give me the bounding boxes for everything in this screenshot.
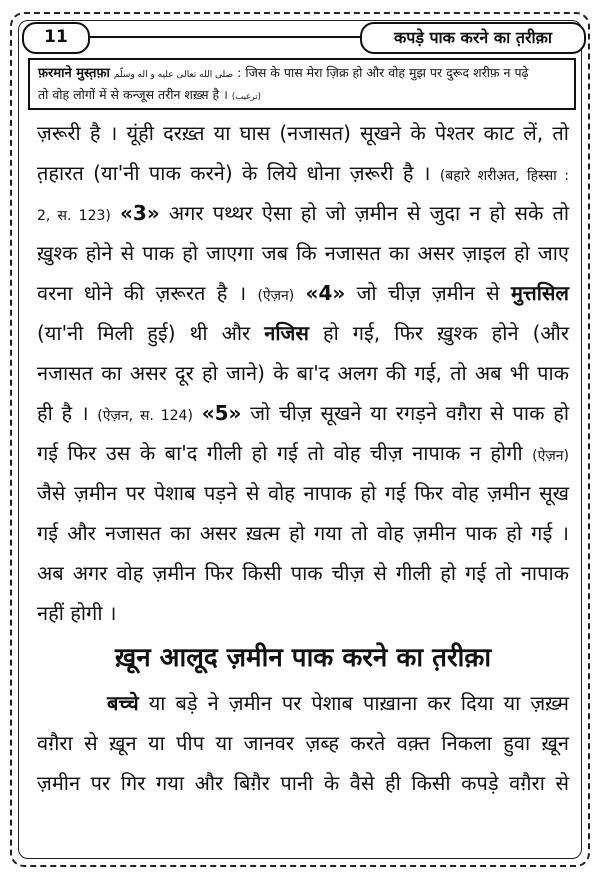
text-line: वग़ैरा से ख़ून या पीप या जानवर ज़ब्ह करते वक़्त निकला हुवा ख़ून <box>37 731 569 755</box>
hadees-text-2: तो वोह लोगों में से कन्जूस तरीन शख़्स है । <box>38 87 228 102</box>
text-line: नजासत का असर दूर हो जाने) के बा'द अलग की गई, तो अब भी पाक <box>37 361 569 385</box>
bold-term: मुत्तसिल <box>510 281 569 305</box>
text-line <box>37 393 569 433</box>
text-line: अब अगर वोह ज़मीन फिर किसी पाक चीज़ से गीली हो गई तो नापाक <box>37 561 569 585</box>
text-line <box>37 193 569 233</box>
text-line: ज़रूरी है । यूंही दरख़्त या घास (नजासत) सूखने के पेश्तर काट लें, तो <box>37 121 569 145</box>
rule-number: «5» <box>201 401 242 425</box>
page-body <box>37 113 569 803</box>
text-run: ही है । <box>37 401 89 425</box>
section-heading: ख़ून आलूद ज़मीन पाक करने का त़रीक़ा <box>114 643 492 673</box>
text-line <box>37 433 569 473</box>
bold-term: नजिस <box>264 321 309 345</box>
bold-term: बच्चे <box>107 691 139 715</box>
salawat-text: صلى الله تعالى عليه و اله وسلّم <box>113 70 234 80</box>
hadees-box <box>28 58 576 110</box>
reference-text: (ऐज़न) <box>532 448 569 464</box>
text-run: अगर पथ्थर ऐसा हो जो ज़मीन से जुदा न हो सके तो <box>168 201 570 225</box>
rule-number: «3» <box>120 201 160 225</box>
text-run: त़हारत (या'नी पाक करने) के लिये धोना ज़रूरी है । <box>37 161 431 185</box>
running-title: कपड़े पाक करने का त़रीक़ा <box>360 22 586 54</box>
text-run: जो चीज़ ज़मीन से <box>356 281 500 305</box>
hadees-reference: (ترغیب) <box>231 92 261 102</box>
reference-text: 2, स. 123) <box>37 208 111 224</box>
text-run: गई फिर उस के बा'द गीली हो गई तो वोह चीज़ नापाक न होगी <box>37 441 523 465</box>
hadees-line-2 <box>38 85 566 107</box>
text-line <box>37 683 569 723</box>
hadees-lead: फ़रमाने मुस्त़फ़ा <box>38 66 110 81</box>
text-line <box>37 273 569 313</box>
reference-text: (ऐज़न) <box>257 288 295 304</box>
reference-text: (बहारे शरीअ़त, हिस्सा : <box>439 168 569 184</box>
page-number: 11 <box>22 22 90 54</box>
text-run: वरना धोने की ज़रूरत है । <box>37 281 247 305</box>
hadees-line-1 <box>38 63 566 85</box>
text-run: जो चीज़ सूखने या रगड़ने वग़ैरा से पाक हो <box>250 401 570 425</box>
text-line: ज़मीन पर गिर गया और बिग़ैर पानी के वैसे ही किसी कपड़े वग़ैरा से <box>37 771 569 795</box>
text-line: जैसे ज़मीन पर पेशाब पड़ने से वोह नापाक हो गई फिर वोह ज़मीन सूख <box>37 481 569 505</box>
text-line: ख़ुश्क होने से पाक हो जाएगा जब कि नजासत का असर ज़ाइल हो जाए <box>37 241 569 265</box>
text-run: हो गई, फिर ख़ुश्क होने (और <box>322 321 570 345</box>
text-line <box>37 313 569 353</box>
header-rule <box>88 36 381 38</box>
text-run: या बड़े ने ज़मीन पर पेशाब पाख़ाना कर दिया या ज़ख़्म <box>148 691 570 715</box>
text-line: गई और नजासत का असर ख़त्म हो गया तो वोह ज़मीन पाक हो गई । <box>37 521 569 545</box>
reference-text: (ऐज़न, स. 124) <box>97 408 193 424</box>
text-line <box>37 153 569 193</box>
text-line: नहीं होगी । <box>37 601 117 625</box>
hadees-text-1: : जिस के पास मेरा ज़िक्र हो और वोह मुझ पर दुरूद शरीफ़ न पढ़े <box>237 65 529 80</box>
text-run: (या'नी मिली हुई) थी और <box>37 321 251 345</box>
rule-number: «4» <box>305 281 346 305</box>
